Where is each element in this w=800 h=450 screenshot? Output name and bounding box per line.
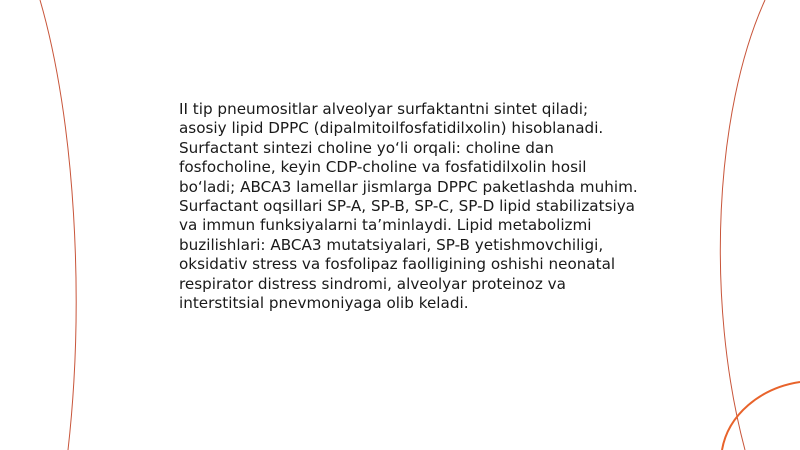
left-curve xyxy=(40,0,76,450)
accent-circle-arc xyxy=(722,382,800,450)
right-curve xyxy=(720,0,765,450)
body-text: II tip pneumositlar alveolyar surfaktantni sintet qiladi; asosiy lipid DPPC (dipalmitoilfosfatidilxolin) hisoblanadi. Surfactant sintezi choline yo‘li orqali: choline dan fosfocholine, keyin CDP-choline va fosfatidilxolin hosil bo‘ladi; ABCA3 lamellar jismlarga DPPC paketlashda muhim. Surfactant oqsillari SP-A, SP-B, SP-C, SP-D lipid stabilizatsiya va immun funksiyalarni ta’minlaydi. Lipid metabolizmi buzilishlari: ABCA3 mutatsiyalari, SP-B yetishmovchiligi, oksidativ stress va fosfolipaz faolligining oshishi neonatal respirator distress sindromi, alveolyar proteinoz va interstitsial pnevmoniyaga olib keladi. xyxy=(179,100,638,313)
